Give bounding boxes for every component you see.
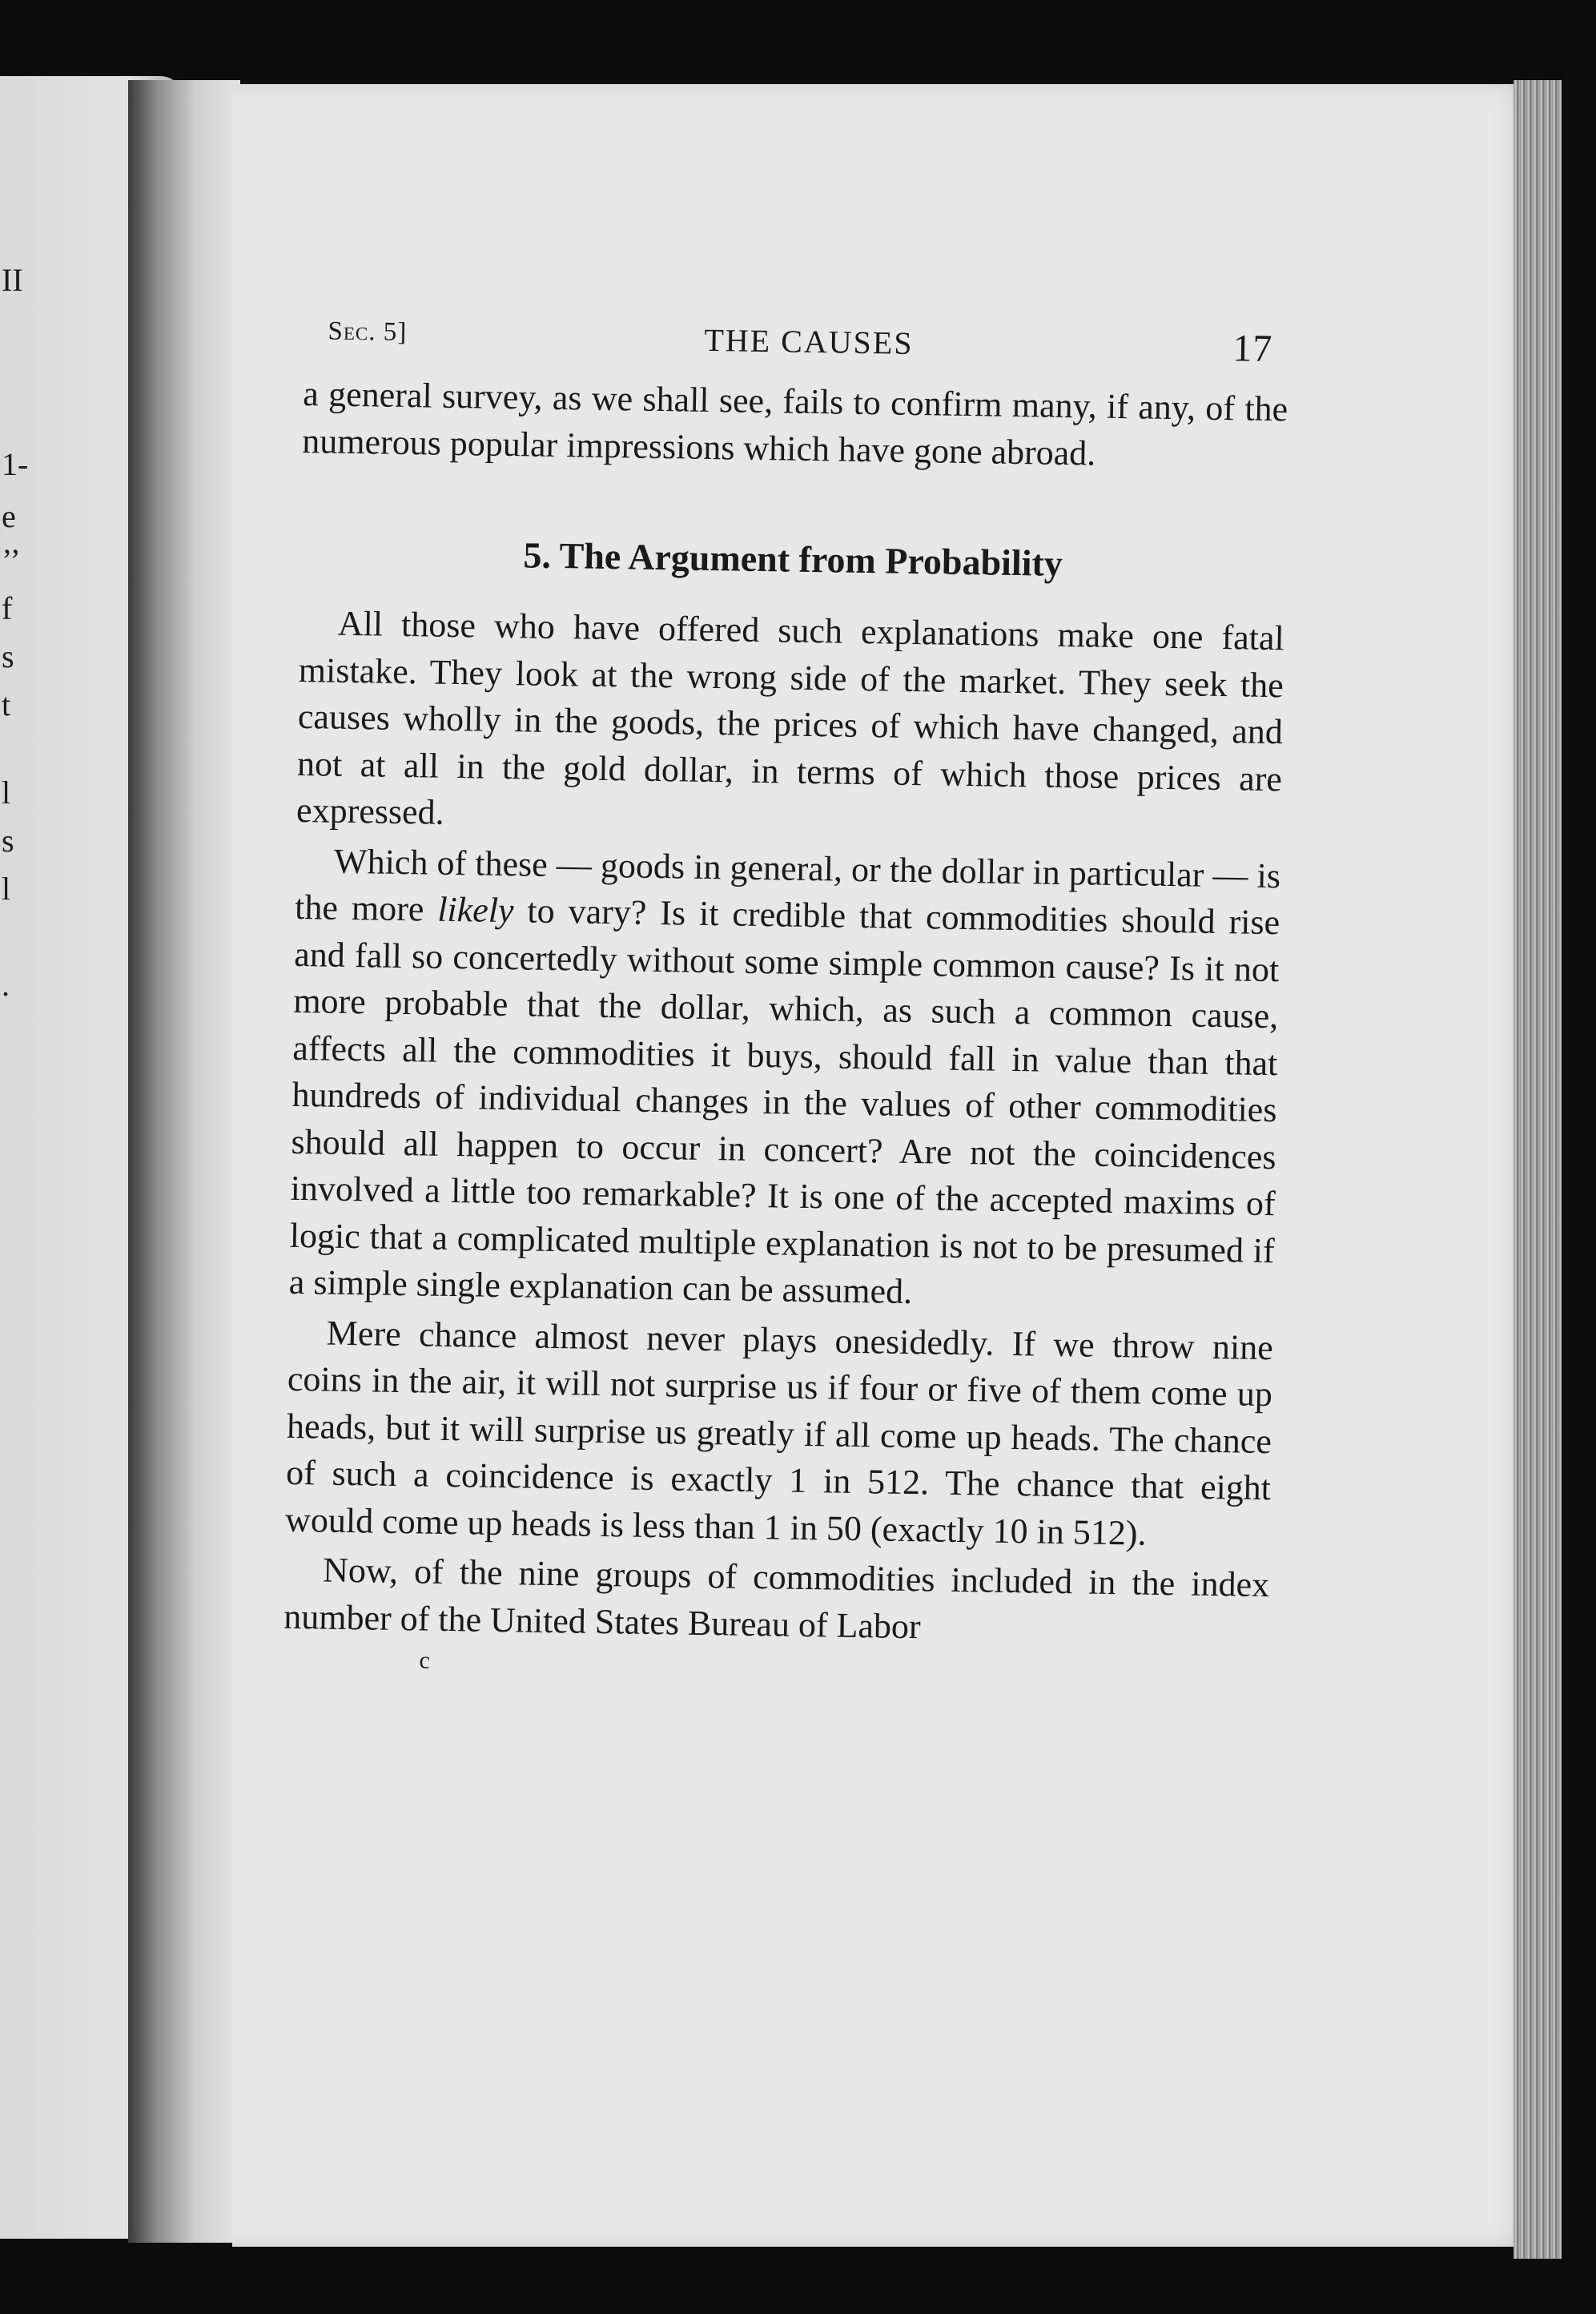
fragment: ’’	[2, 542, 21, 578]
emphasis-likely: likely	[436, 889, 514, 931]
section-heading: 5. The Argument from Probability	[523, 534, 1063, 584]
signature-mark: c	[419, 1647, 431, 1674]
paragraph-2-text-a: Which of these — goods in general, or the dollar in particular — is the more	[294, 841, 1281, 929]
paragraph-3: Mere chance almost never plays onesidedly. If we throw nine coins in the air, it will not surprise us if four or five of them come up heads, but it will surprise us greatly if all come up heads. The chance of such a coincidence is exactly 1 in 512. The chance that eight would come up heads is less than 1 in 50 (exactly 10 in 512).	[284, 1313, 1274, 1553]
fragment: .	[2, 967, 10, 1003]
fragment: e	[2, 498, 16, 534]
book-gutter	[128, 80, 240, 2243]
running-title: THE CAUSES	[704, 321, 914, 361]
paragraph-2	[288, 837, 1280, 1321]
fragment: s	[2, 638, 14, 674]
page-number: 17	[1232, 327, 1273, 370]
fragment: l	[2, 775, 11, 811]
fragment: s	[2, 823, 14, 859]
section-label: Sec. 5]	[328, 316, 408, 348]
paragraph-2-text-b: to vary? Is it credible that commodities should rise and fall so concertedly without some simple common cause? Is it not more probable that the dollar, which, as such a common cause, affects all the commodities it buys, should fall in value than that hundreds of individual changes in the values of other commodities should all happen to occur in concert? Are not the coincidences involved a little too remarkable? It is one of the accepted maxims of logic that a complicated multiple explanation is not to be presumed if a simple single explanation can be assumed.	[288, 891, 1280, 1312]
paragraph-1: All those who have offered such explanations make one fatal mistake. They look at the wrong side of the market. They seek the causes wholly in the goods, the prices of which have changed, and not at all in the gold dollar, in terms of which those prices are expressed.	[295, 603, 1285, 832]
page-edges	[1514, 80, 1562, 2259]
fragment: f	[2, 590, 13, 626]
page-content	[283, 308, 1289, 1683]
fragment: 1-	[2, 446, 29, 482]
fragment: II	[2, 262, 23, 298]
fragment: l	[2, 871, 11, 907]
paragraph-4: Now, of the nine groups of commodities included in the index number of the United States Bureau of Labor	[283, 1550, 1270, 1646]
fragment: t	[2, 686, 11, 722]
continuation-paragraph: a general survey, as we shall see, fails to confirm many, if any, of the numerous popular impressions which have gone abroad.	[302, 373, 1288, 473]
